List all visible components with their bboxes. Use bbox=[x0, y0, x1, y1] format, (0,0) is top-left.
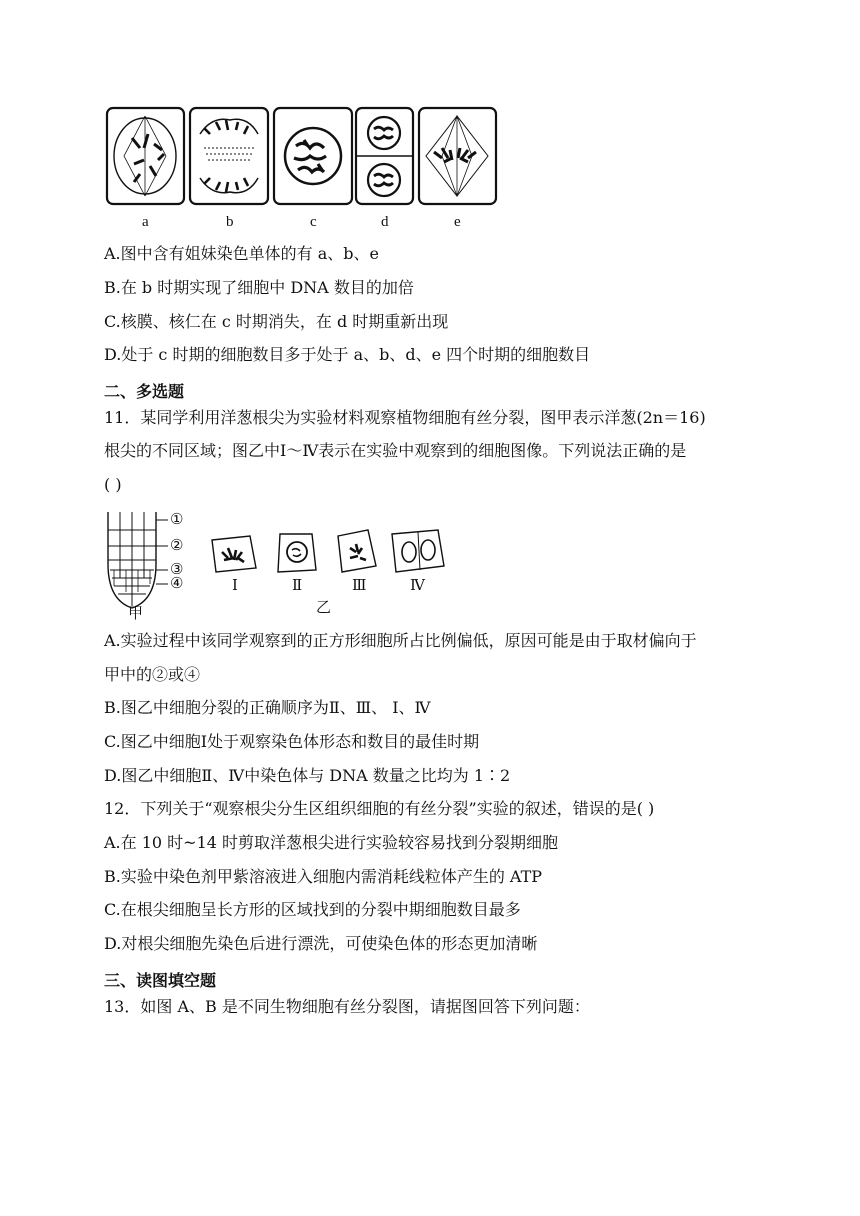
label-c: c bbox=[310, 214, 317, 230]
q12-option-d: D.对根尖细胞先染色后进行漂洗，可使染色体的形态更加清晰 bbox=[104, 934, 538, 953]
section-reading-fill-title: 三、读图填空题 bbox=[104, 971, 217, 990]
label-e: e bbox=[454, 214, 461, 230]
jia-label: 甲 bbox=[128, 606, 144, 622]
yi-label: 乙 bbox=[316, 600, 332, 616]
q13-stem: 13．如图 A、B 是不同生物细胞有丝分裂图，请据图回答下列问题： bbox=[104, 997, 590, 1016]
q11-stem-line1: 11．某同学利用洋葱根尖为实验材料观察植物细胞有丝分裂，图甲表示洋葱(2n＝16) bbox=[104, 408, 706, 427]
q11-stem-line3: ( ) bbox=[104, 475, 122, 494]
q12-option-c: C.在根尖细胞呈长方形的区域找到的分裂中期细胞数目最多 bbox=[104, 900, 521, 919]
zone-label-4: ④ bbox=[170, 576, 184, 592]
mitosis-figure bbox=[104, 104, 500, 232]
q11-option-a-line1: A.实验过程中该同学观察到的正方形细胞所占比例偏低，原因可能是由于取材偏向于 bbox=[104, 631, 697, 650]
label-d: d bbox=[381, 214, 389, 230]
zone-label-2: ② bbox=[170, 538, 184, 554]
cell-label-4: Ⅳ bbox=[410, 578, 425, 594]
q12-stem: 12．下列关于“观察根尖分生区组织细胞的有丝分裂”实验的叙述，错误的是( ) bbox=[104, 799, 655, 818]
q11-stem-line2: 根尖的不同区域；图乙中Ⅰ～Ⅳ表示在实验中观察到的细胞图像。下列说法正确的是 bbox=[104, 441, 687, 460]
cell-label-2: Ⅱ bbox=[292, 578, 303, 594]
cell-2 bbox=[278, 534, 316, 572]
cell-label-1: Ⅰ bbox=[232, 578, 238, 594]
q11-option-d: D.图乙中细胞Ⅱ、Ⅳ中染色体与 DNA 数量之比均为 1∶2 bbox=[104, 766, 511, 785]
q12-option-b: B.实验中染色剂甲紫溶液进入细胞内需消耗线粒体产生的 ATP bbox=[104, 867, 543, 886]
q10-option-a: A.图中含有姐妹染色单体的有 a、b、e bbox=[104, 244, 379, 263]
q10-option-c: C.核膜、核仁在 c 时期消失，在 d 时期重新出现 bbox=[104, 312, 449, 331]
label-b: b bbox=[226, 214, 234, 230]
q10-option-d: D.处于 c 时期的细胞数目多于处于 a、b、d、e 四个时期的细胞数目 bbox=[104, 345, 591, 364]
q10-option-b: B.在 b 时期实现了细胞中 DNA 数目的加倍 bbox=[104, 278, 414, 297]
label-a: a bbox=[142, 214, 149, 230]
cell-label-3: Ⅲ bbox=[352, 578, 367, 594]
zone-label-3: ③ bbox=[170, 562, 184, 578]
panel-a bbox=[107, 108, 184, 204]
root-tip-figure bbox=[104, 508, 449, 620]
section-multiple-choice-title: 二、多选题 bbox=[104, 382, 185, 401]
q12-option-a: A.在 10 时~14 时剪取洋葱根尖进行实验较容易找到分裂期细胞 bbox=[104, 833, 559, 852]
zone-label-1: ① bbox=[170, 512, 184, 528]
q11-option-b: B.图乙中细胞分裂的正确顺序为Ⅱ、Ⅲ、 Ⅰ、Ⅳ bbox=[104, 698, 431, 717]
q11-option-c: C.图乙中细胞Ⅰ处于观察染色体形态和数目的最佳时期 bbox=[104, 732, 480, 751]
q11-option-a-line2: 甲中的②或④ bbox=[104, 665, 201, 684]
panel-b bbox=[190, 108, 268, 204]
